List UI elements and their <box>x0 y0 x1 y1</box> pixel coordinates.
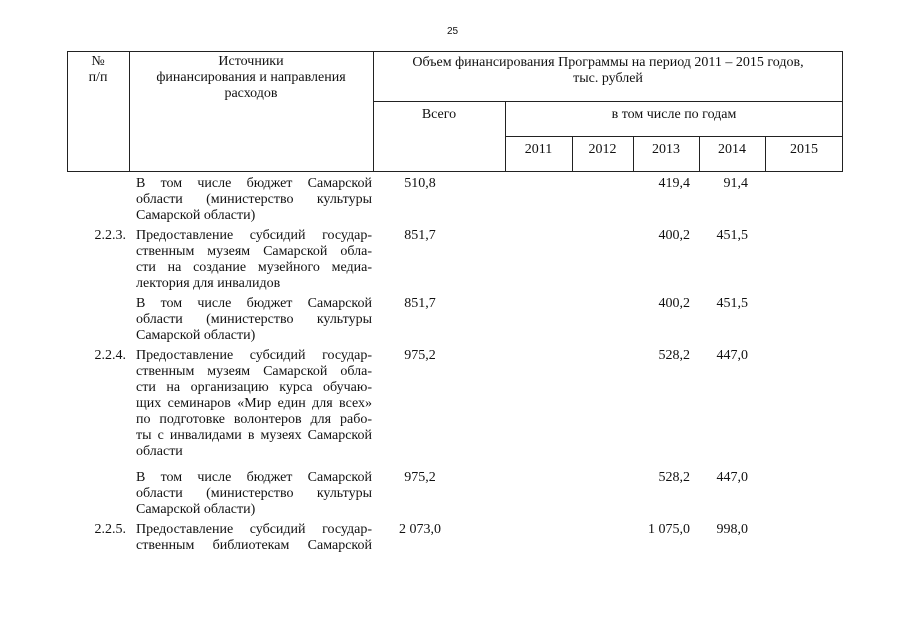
row-2014: 447,0 <box>716 470 748 485</box>
row-description: Предоставление субсидий государ- ственным библиотекам Самарской <box>136 522 372 553</box>
row-description: Предоставление субсидий государ- ственным музеям Самарской обла- сти на создание музейного медиа- лектория для инвалидов <box>136 228 372 291</box>
header-col-total: Всего <box>421 107 457 122</box>
header-top-border <box>67 51 843 52</box>
row-description: В том числе бюджет Самарской области (министерство культуры Самарской области) <box>136 176 372 223</box>
row-2014: 447,0 <box>716 348 748 363</box>
row-total: 510,8 <box>404 176 436 191</box>
row-2013: 419,4 <box>658 176 690 191</box>
header-year-2012: 2012 <box>588 142 617 157</box>
row-number: 2.2.3. <box>94 228 126 243</box>
row-total: 2 073,0 <box>399 522 441 537</box>
header-col-source: Источники финансирования и направления расходов <box>156 54 346 101</box>
row-2013: 528,2 <box>658 470 690 485</box>
row-2013: 400,2 <box>658 296 690 311</box>
row-2013: 1 075,0 <box>648 522 690 537</box>
row-2014: 998,0 <box>716 522 748 537</box>
row-description: В том числе бюджет Самарской области (министерство культуры Самарской области) <box>136 470 372 517</box>
header-bottom-border <box>67 171 843 172</box>
row-number: 2.2.5. <box>94 522 126 537</box>
row-total: 975,2 <box>404 470 436 485</box>
row-total: 851,7 <box>404 228 436 243</box>
row-total: 851,7 <box>404 296 436 311</box>
row-2014: 91,4 <box>723 176 748 191</box>
row-2013: 528,2 <box>658 348 690 363</box>
header-col-num: № п/п <box>88 54 108 85</box>
header-year-2015: 2015 <box>790 142 818 157</box>
header-divider-volume <box>373 101 843 102</box>
header-col-volume: Объем финансирования Программы на период 2011 – 2015 годов, тыс. рублей <box>412 55 804 86</box>
row-2014: 451,5 <box>716 296 748 311</box>
row-description: В том числе бюджет Самарской области (министерство культуры Самарской области) <box>136 296 372 343</box>
row-2014: 451,5 <box>716 228 748 243</box>
row-2013: 400,2 <box>658 228 690 243</box>
header-year-2013: 2013 <box>652 142 680 157</box>
header-col-by-years: в том числе по годам <box>611 107 737 122</box>
header-year-2014: 2014 <box>718 142 746 157</box>
table-header <box>67 51 843 171</box>
page-number: 25 <box>446 26 459 37</box>
header-divider-years <box>505 136 843 137</box>
row-description: Предоставление субсидий государ- ственным музеям Самарской обла- сти на организацию курса обучаю- щих семинаров «Мир един для всех» по подготовке волонтеров для рабо- ты с инвалидами в музеях Самарской области <box>136 348 372 459</box>
header-year-2011: 2011 <box>524 142 553 157</box>
row-number: 2.2.4. <box>94 348 126 363</box>
row-total: 975,2 <box>404 348 436 363</box>
